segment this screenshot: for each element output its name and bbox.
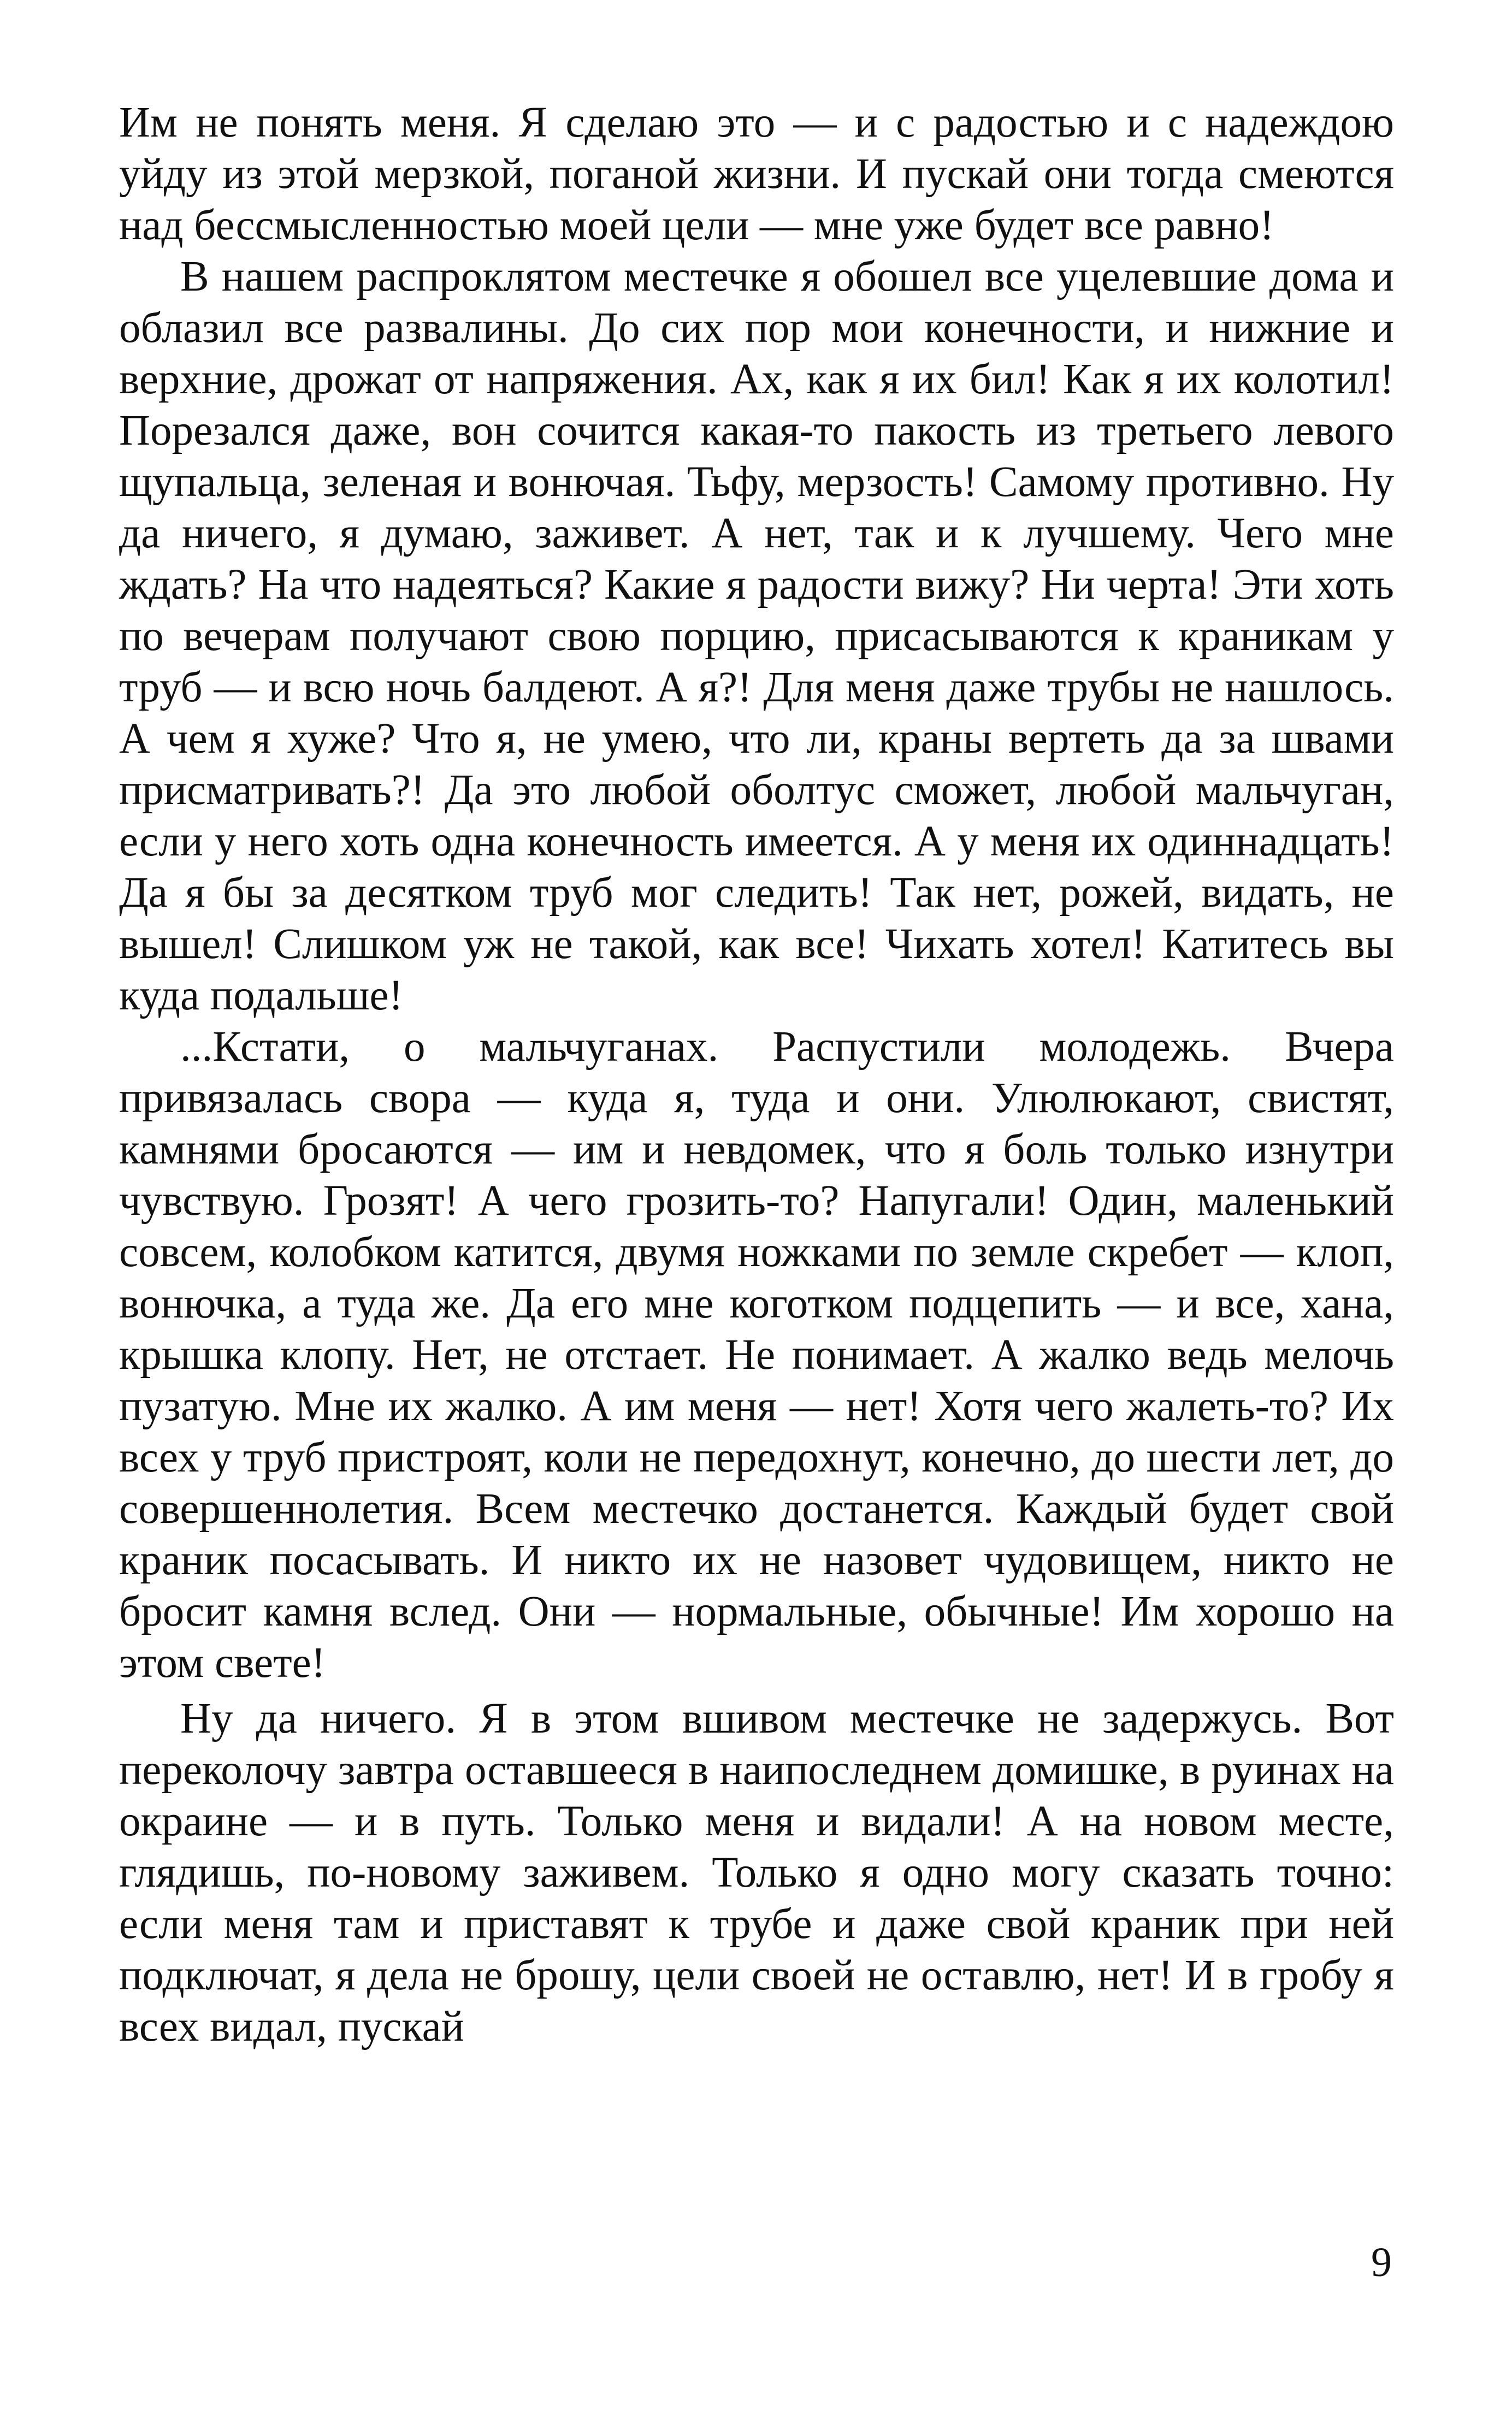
paragraph: Им не понять меня. Я сделаю это — и с радостью и с надеждою уйду из этой мерзкой, поганой жизни. И пускай они тогда смеются над бессмысленностью моей цели — мне уже будет все равно!: [119, 99, 1394, 249]
paragraph: Ну да ничего. Я в этом вшивом местечке не задержусь. Вот переколочу завтра оставшееся в наипоследнем домишке, в руинах на окраине — и в путь. Только меня и видали! А на новом месте, глядишь, по-новому заживем. Только я одно могу сказать точно: если меня там и приставят к трубе и даже свой краник при ней подключат, я дела не брошу, цели своей не оставлю, нет! И в гробу я всех видал, пускай: [119, 1695, 1394, 2050]
page-number: 9: [1371, 2239, 1392, 2285]
page-body: [119, 97, 1394, 2053]
paragraph: ...Кстати, о мальчуганах. Распустили молодежь. Вчера привязалась свора — куда я, туда и они. Улюлюкают, свистят, камнями бросаются — им и невдомек, что я боль только изнутри чувствую. Грозят! А чего грозить-то? Напугали! Один, маленький совсем, колобком катится, двумя ножками по земле скребет — клоп, вонючка, а туда же. Да его мне коготком подцепить — и все, хана, крышка клопу. Нет, не отстает. Не понимает. А жалко ведь мелочь пузатую. Мне их жалко. А им меня — нет! Хотя чего жалеть-то? Их всех у труб пристроят, коли не передохнут, конечно, до шести лет, до совершеннолетия. Всем местечко достанется. Каждый будет свой краник посасывать. И никто их не назовет чудовищем, никто не бросит камня вслед. Они — нормальные, обычные! Им хорошо на этом свете!: [119, 1023, 1394, 1687]
paragraph: В нашем распроклятом местечке я обошел все уцелевшие дома и облазил все развалины. До сих пор мои конечности, и нижние и верхние, дрожат от напряжения. Ах, как я их бил! Как я их колотил! Порезался даже, вон сочится какая-то пакость из третьего левого щупальца, зеленая и вонючая. Тьфу, мерзость! Самому противно. Ну да ничего, я думаю, заживет. А нет, так и к лучшему. Чего мне ждать? На что надеяться? Какие я радости вижу? Ни черта! Эти хоть по вечерам получают свою порцию, присасываются к краникам у труб — и всю ночь балдеют. А я?! Для меня даже трубы не нашлось. А чем я хуже? Что я, не умею, что ли, краны вертеть да за швами присматривать?! Да это любой оболтус сможет, любой мальчуган, если у него хоть одна конечность имеется. А у меня их одиннадцать! Да я бы за десятком труб мог следить! Так нет, рожей, видать, не вышел! Слишком уж не такой, как все! Чихать хотел! Катитесь вы куда подальше!: [119, 253, 1394, 1019]
